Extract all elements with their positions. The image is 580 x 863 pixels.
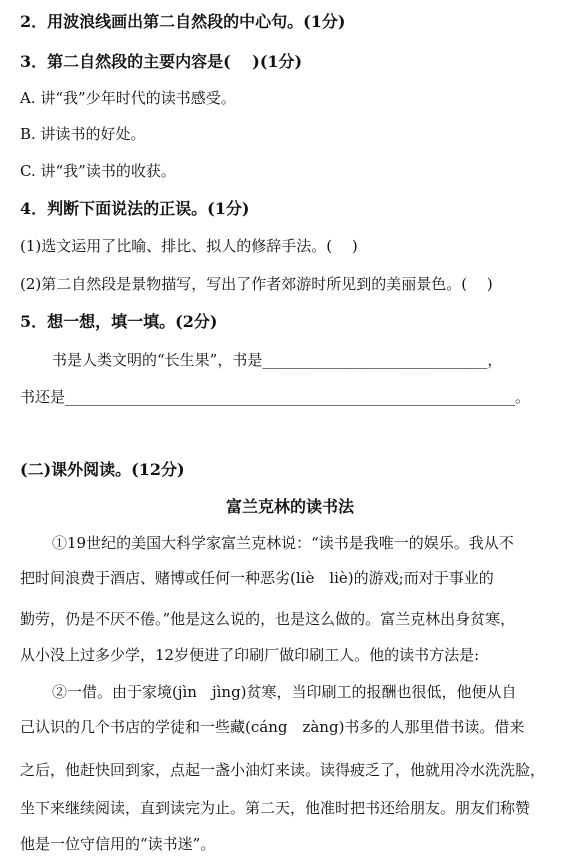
article-line: 之后，他赶快回到家，点起一盏小油灯来读。读得疲乏了，他就用冷水洗洗脸，: [20, 761, 546, 779]
article-line: ①19世纪的美国大科学家富兰克林说：“读书是我唯一的娱乐。我从不: [52, 534, 514, 552]
fill-line-1: 书是人类文明的“长生果”，书是______________________________，: [52, 351, 503, 369]
article-line: 他是一位守信用的“读书迷”。: [20, 835, 216, 853]
question-3-stem: 3．第二自然段的主要内容是( )(1分): [20, 52, 303, 71]
article-line: 己认识的几个书店的学徒和一些藏(cáng zàng)书多的人那里借书读。借来: [20, 718, 525, 736]
option-b: B. 讲读书的好处。: [20, 125, 146, 143]
article-line: 勤劳，仍是不厌不倦。”他是这么说的，也是这么做的。富兰克林出身贫寒，: [20, 610, 516, 628]
judge-item-1: (1)选文运用了比喻、排比、拟人的修辞手法。( ): [20, 237, 358, 255]
option-a: A. 讲“我”少年时代的读书感受。: [20, 89, 236, 107]
judge-item-2: (2)第二自然段是景物描写，写出了作者郊游时所见到的美丽景色。( ): [20, 275, 493, 293]
option-c: C. 讲“我”读书的收获。: [20, 162, 176, 180]
section-heading: (二)课外阅读。(12分): [20, 460, 185, 479]
question-2: 2．用波浪线画出第二自然段的中心句。(1分): [20, 12, 346, 31]
question-5-stem: 5．想一想，填一填。(2分): [20, 312, 218, 331]
article-line: 把时间浪费于酒店、赌博或任何一种恶劣(liè liè)的游戏;而对于事业的: [20, 569, 494, 587]
article-line: 坐下来继续阅读，直到读完为止。第二天，他准时把书还给朋友。朋友们称赞: [20, 799, 531, 817]
article-title: 富兰克林的读书法: [225, 497, 354, 516]
question-4-stem: 4．判断下面说法的正误。(1分): [20, 199, 250, 218]
fill-line-2: 书还是____________________________________________________________。: [20, 388, 531, 406]
article-line: ②一借。由于家境(jìn jìng)贫寒，当印刷工的报酬也很低，他便从自: [52, 683, 517, 701]
article-line: 从小没上过多少学，12岁便进了印刷厂做印刷工人。他的读书方法是:: [20, 646, 480, 664]
